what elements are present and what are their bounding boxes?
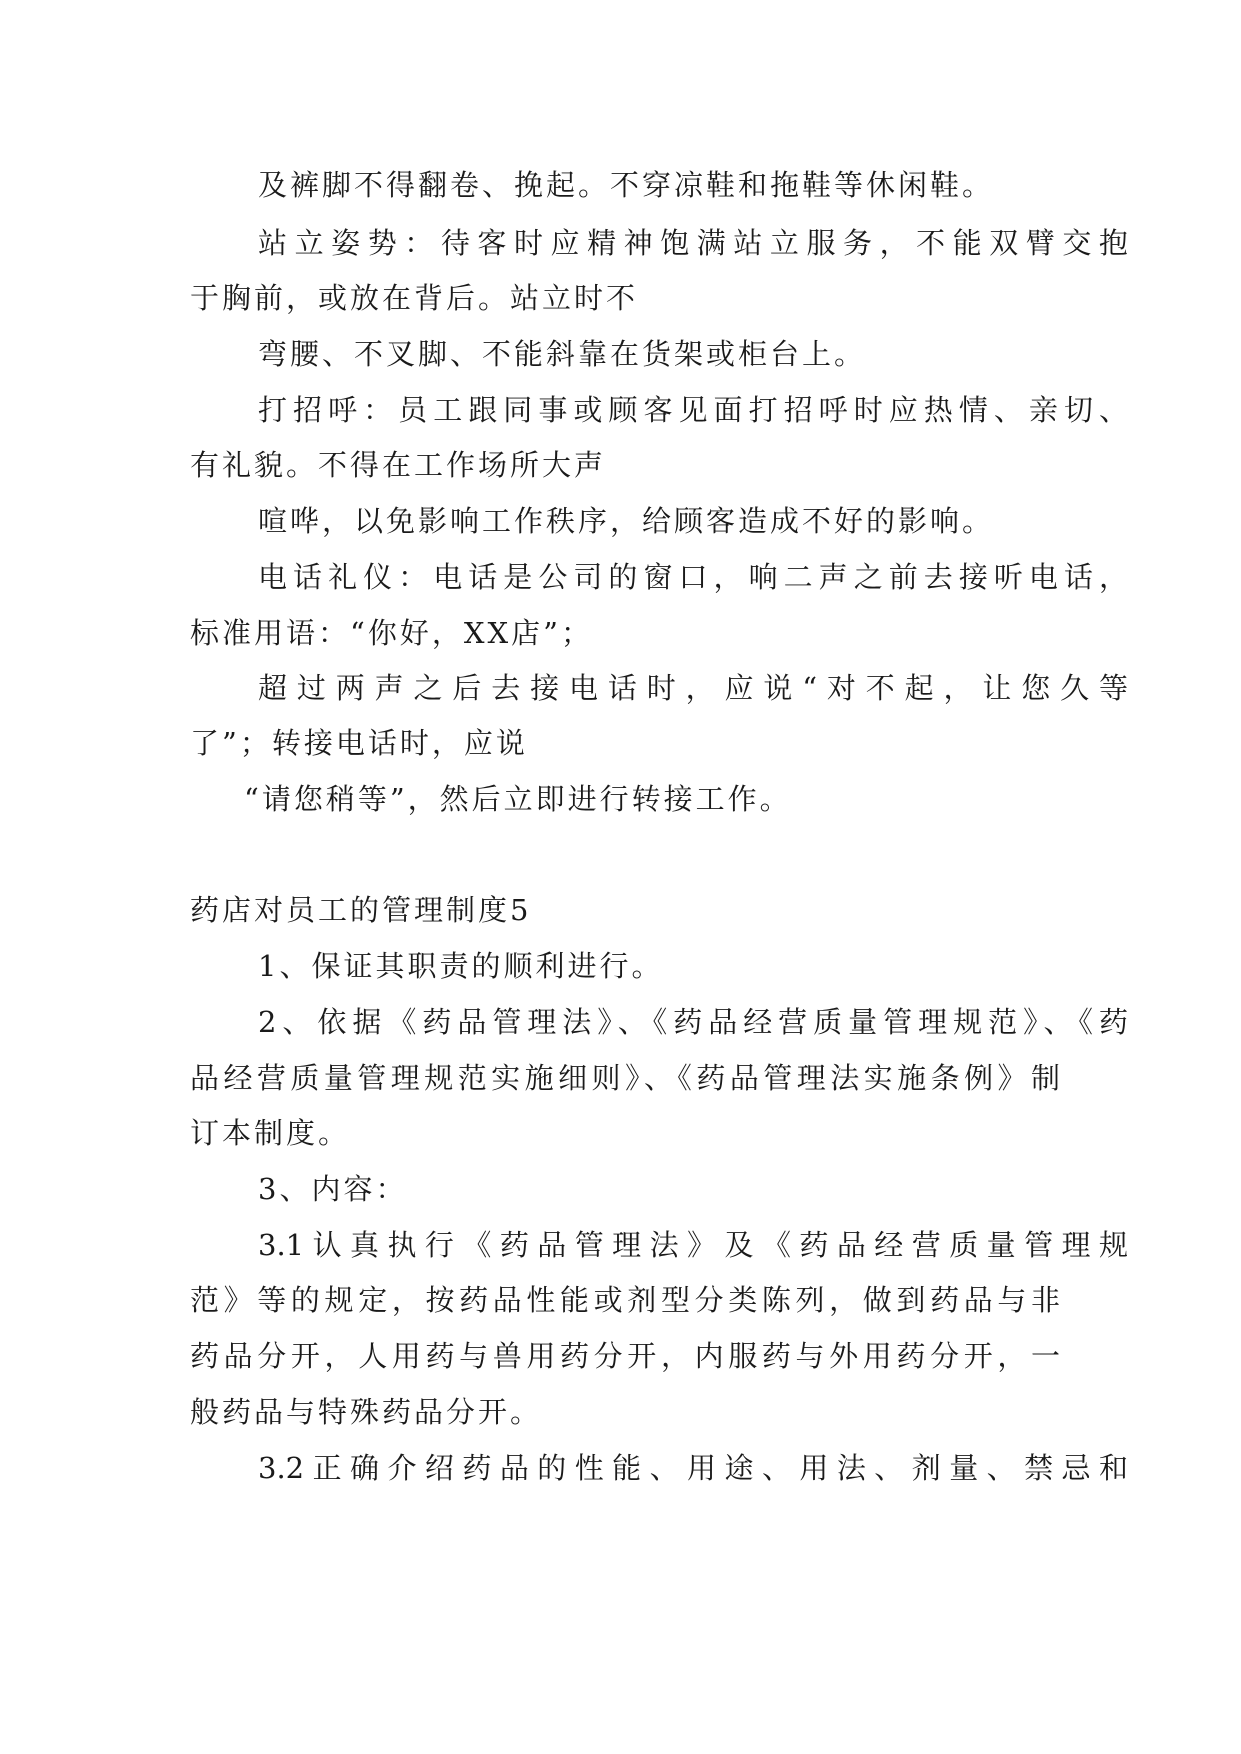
text-line: 品经营质量管理规范实施细则》、《药品管理法实施条例》制 xyxy=(190,1061,1060,1095)
section-heading: 药店对员工的管理制度5 xyxy=(190,893,532,927)
text-line: 3.1认真执行《药品管理法》及《药品经营质量管理规 xyxy=(258,1228,1128,1262)
text-line: 及裤脚不得翻卷、挽起。不穿凉鞋和拖鞋等休闲鞋。 xyxy=(258,168,995,202)
text-line: 订本制度。 xyxy=(190,1116,351,1150)
text-line: 范》等的规定，按药品性能或剂型分类陈列，做到药品与非 xyxy=(190,1283,1060,1317)
text-line: 喧哗，以免影响工作秩序，给顾客造成不好的影响。 xyxy=(258,504,995,538)
text-line: 标准用语：“你好，XX店”； xyxy=(190,616,593,650)
text-line: 电话礼仪：电话是公司的窗口，响二声之前去接听电话， xyxy=(258,560,1128,594)
text-line: 弯腰、不叉脚、不能斜靠在货架或柜台上。 xyxy=(258,337,867,371)
text-line: 于胸前，或放在背后。站立时不 xyxy=(190,281,639,315)
text-line: 3.2正确介绍药品的性能、用途、用法、剂量、禁忌和 xyxy=(258,1451,1128,1485)
text-line: 药品分开，人用药与兽用药分开，内服药与外用药分开，一 xyxy=(190,1339,1060,1373)
text-line: 了”；转接电话时，应说 xyxy=(190,726,528,760)
text-line: 打招呼：员工跟同事或顾客见面打招呼时应热情、亲切、 xyxy=(258,393,1128,427)
text-line: 超过两声之后去接电话时，应说“对不起，让您久等 xyxy=(258,671,1128,705)
text-line: 3、内容： xyxy=(258,1172,408,1206)
text-line: 站立姿势：待客时应精神饱满站立服务，不能双臂交抱 xyxy=(258,226,1128,260)
text-line: “请您稍等”，然后立即进行转接工作。 xyxy=(244,782,792,816)
text-line: 1、保证其职责的顺利进行。 xyxy=(258,949,664,983)
text-line: 有礼貌。不得在工作场所大声 xyxy=(190,448,607,482)
text-line: 般药品与特殊药品分开。 xyxy=(190,1395,543,1429)
text-line: 2、依据《药品管理法》、《药品经营质量管理规范》、《药 xyxy=(258,1005,1128,1039)
